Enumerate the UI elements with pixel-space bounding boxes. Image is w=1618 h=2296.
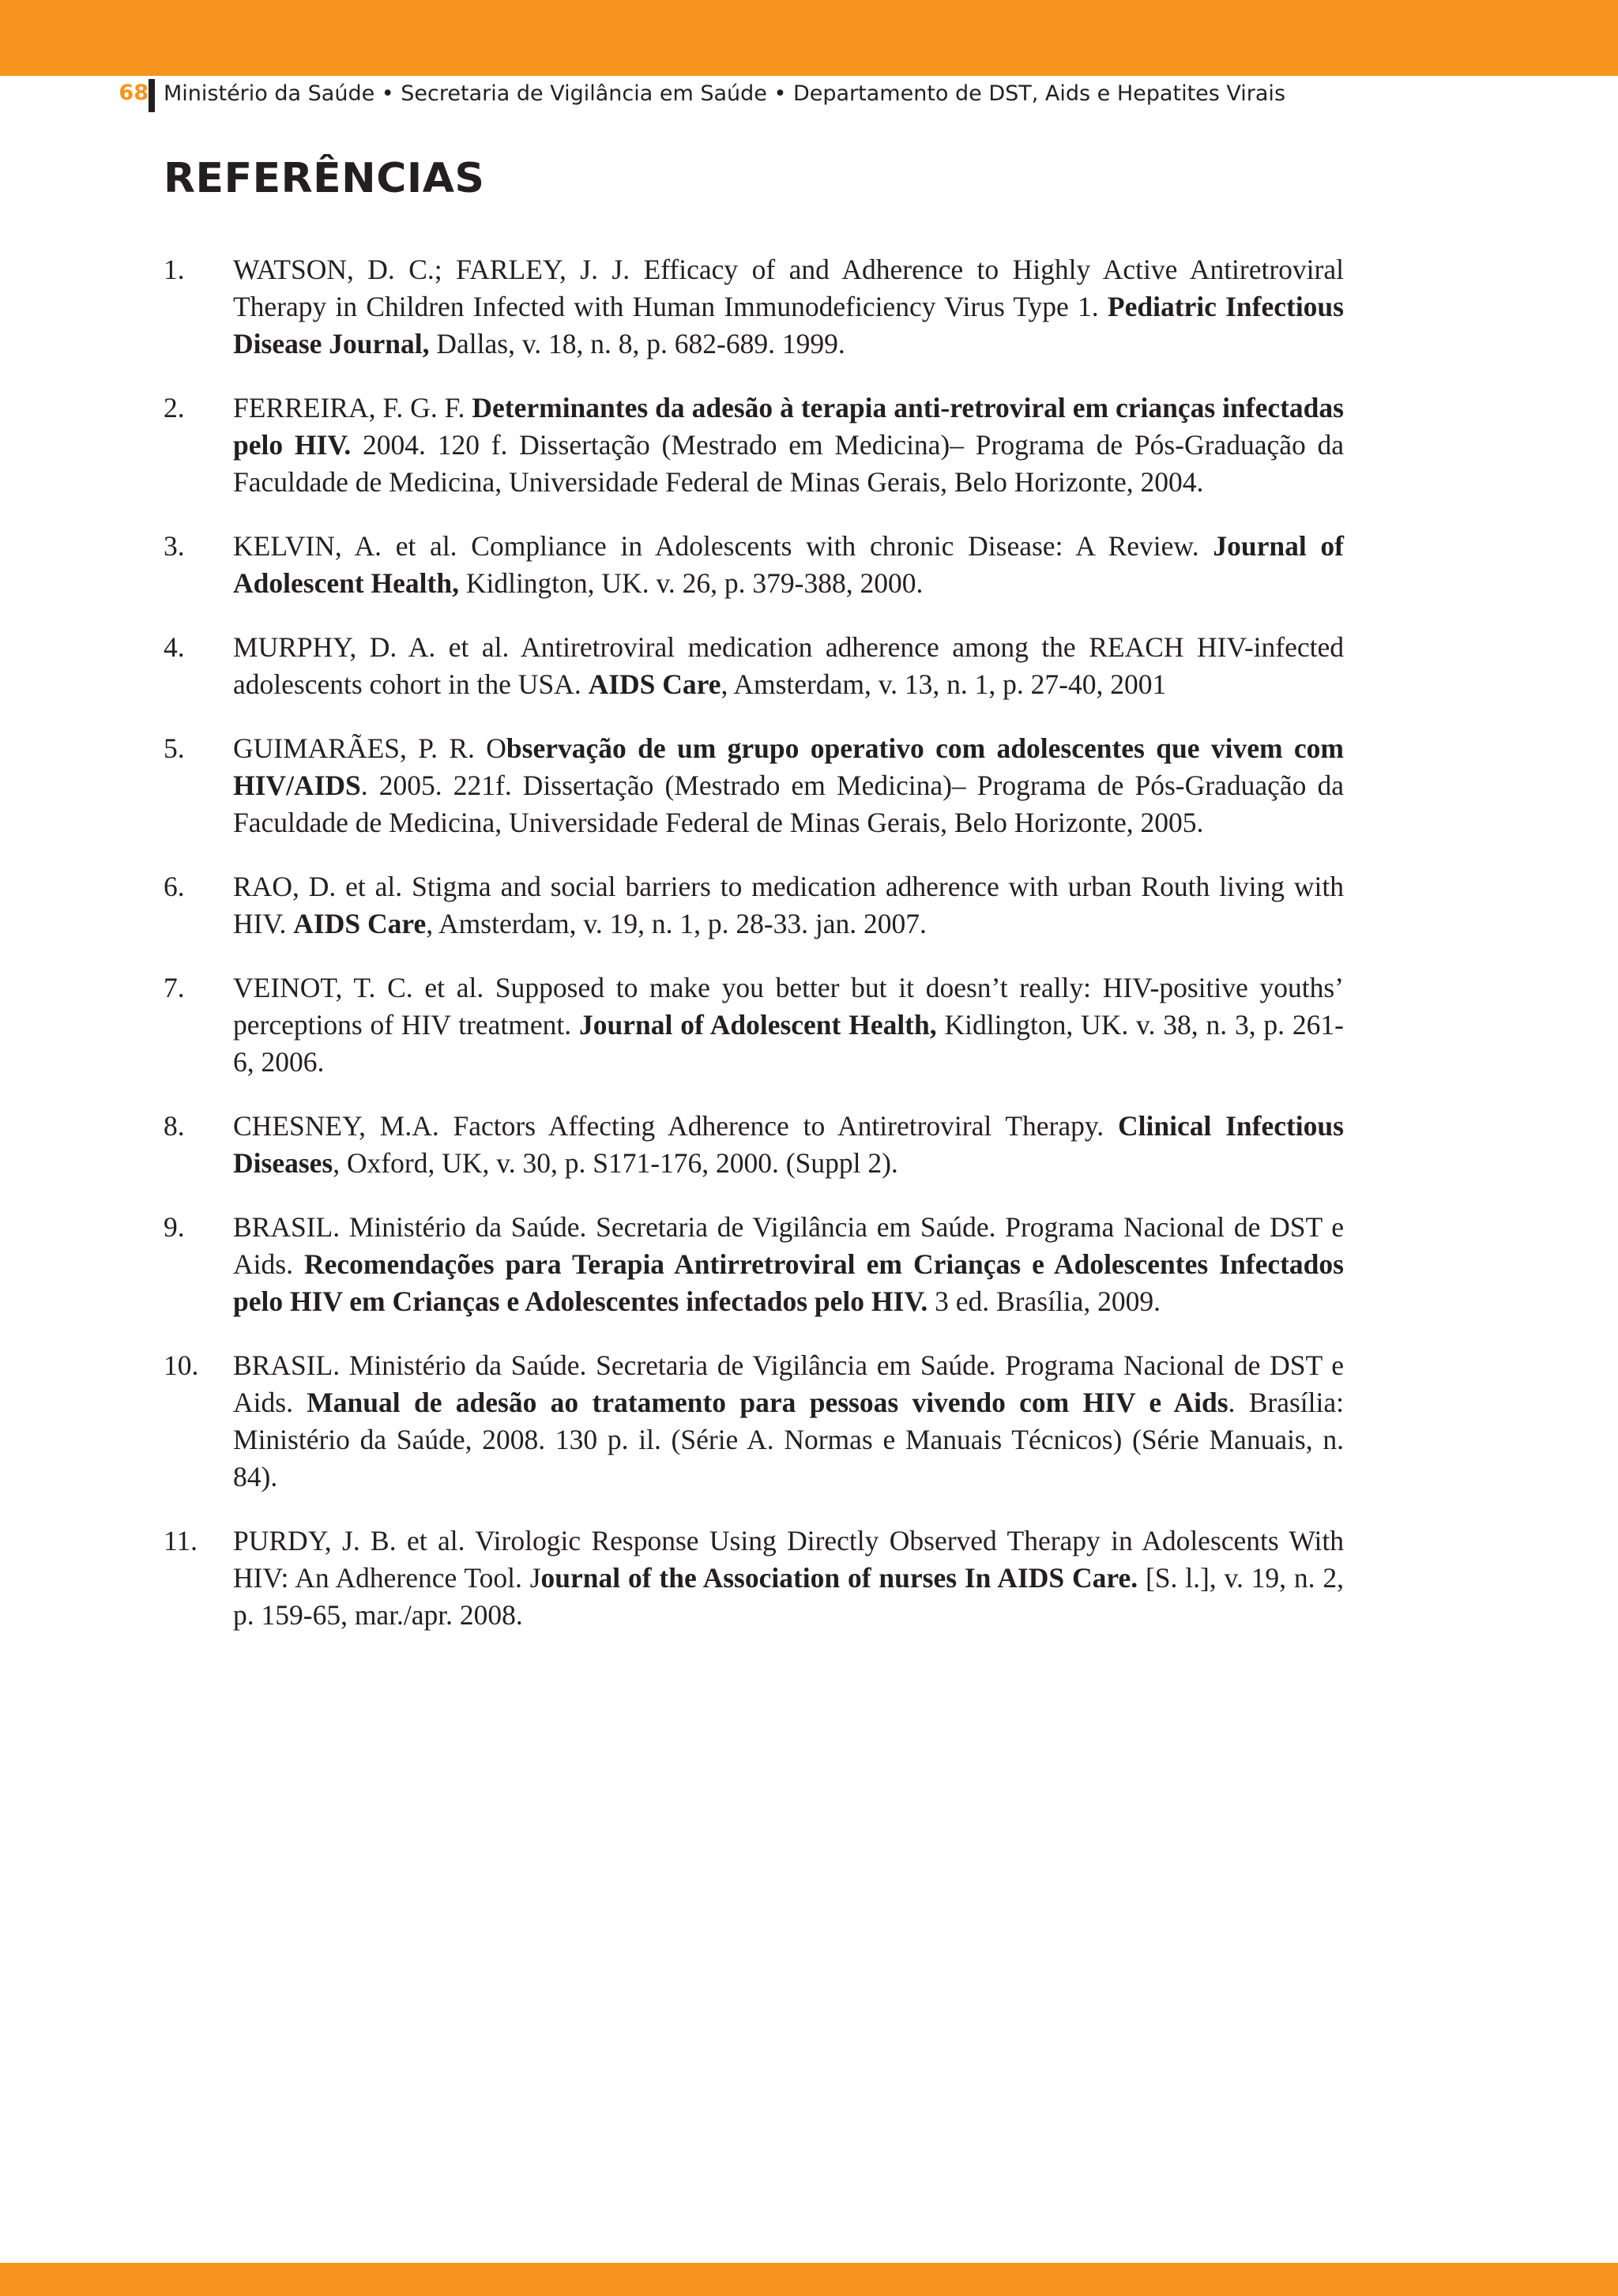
reference-text-run: VEINOT, T. C. et al. Supposed to make you better but it doesn’t really: HIV-positive youths’ perceptions of HIV treatment. xyxy=(233,972,1344,1041)
reference-text-run: RAO, D. et al. Stigma and social barriers to medication adherence with urban Routh living with HIV. xyxy=(233,871,1344,939)
reference-text-run: [S. l.], v. 19, n. 2, p. 159-65, mar./apr. 2008. xyxy=(233,1562,1344,1631)
reference-text xyxy=(233,1525,1344,1631)
reference-number: 2. xyxy=(164,392,185,423)
reference-text-run: , Amsterdam, v. 13, n. 1, p. 27-40, 2001 xyxy=(721,668,1167,700)
reference-number: 8. xyxy=(164,1110,185,1142)
reference-title-bold: bservação de um grupo operativo com adolescentes que vivem com HIV/AIDS xyxy=(233,732,1344,801)
reference-item xyxy=(164,969,1344,1081)
reference-list xyxy=(164,251,1344,1661)
reference-text-run: MURPHY, D. A. et al. Antiretroviral medication adherence among the REACH HIV-infected adolescents cohort in the USA. xyxy=(233,631,1344,700)
reference-text-run: 2004. 120 f. Dissertação (Mestrado em Medicina)– Programa de Pós-Graduação da Faculdade de Medicina, Universidade Federal de Minas Gerais, Belo Horizonte, 2004. xyxy=(233,429,1344,498)
reference-title-bold: AIDS Care xyxy=(293,908,427,939)
reference-text-run: . Brasília: Ministério da Saúde, 2008. 130 p. il. (Série A. Normas e Manuais Técnicos) (Série Manuais, n. 84). xyxy=(233,1387,1344,1492)
reference-text xyxy=(233,631,1344,700)
reference-text xyxy=(233,732,1344,838)
bottom-color-bar xyxy=(0,2263,1618,2296)
running-title: Ministério da Saúde • Secretaria de Vigilância em Saúde • Departamento de DST, Aids e Hepatites Virais xyxy=(164,81,1286,106)
top-color-bar xyxy=(0,0,1618,76)
reference-number: 1. xyxy=(164,254,185,285)
reference-title-bold: Journal of Adolescent Health, xyxy=(233,530,1344,599)
page-number: 68 xyxy=(119,81,149,105)
reference-item xyxy=(164,390,1344,501)
reference-text-run: BRASIL. Ministério da Saúde. Secretaria de Vigilância em Saúde. Programa Nacional de DST e Aids. xyxy=(233,1211,1344,1280)
reference-text-run: , Oxford, UK, v. 30, p. S171-176, 2000. (Suppl 2). xyxy=(333,1147,898,1179)
reference-text-run: Dallas, v. 18, n. 8, p. 682-689. 1999. xyxy=(429,328,845,359)
reference-title-bold: Determinantes da adesão à terapia anti-retroviral em crianças infectadas pelo HIV. xyxy=(233,392,1344,461)
reference-text-run: BRASIL. Ministério da Saúde. Secretaria de Vigilância em Saúde. Programa Nacional de DST e Aids. xyxy=(233,1349,1344,1418)
reference-title-bold: Journal of Adolescent Health, xyxy=(579,1009,937,1041)
reference-text xyxy=(233,1211,1344,1317)
reference-text xyxy=(233,254,1344,359)
reference-number: 5. xyxy=(164,732,185,764)
reference-item xyxy=(164,1523,1344,1634)
reference-item xyxy=(164,868,1344,943)
reference-text-run: FERREIRA, F. G. F. xyxy=(233,392,472,423)
reference-item xyxy=(164,1347,1344,1496)
reference-text-run: GUIMARÃES, P. R. O xyxy=(233,732,506,764)
reference-text-run: PURDY, J. B. et al. Virologic Response Using Directly Observed Therapy in Adolescents With HIV: An Adherence Tool. J xyxy=(233,1525,1344,1594)
reference-item xyxy=(164,1209,1344,1320)
reference-title-bold: ournal of the Association of nurses In AIDS Care. xyxy=(540,1562,1138,1594)
reference-title-bold: Pediatric Infectious Disease Journal, xyxy=(233,291,1344,359)
reference-text-run: . 2005. 221f. Dissertação (Mestrado em Medicina)– Programa de Pós-Graduação da Faculdade de Medicina, Universidade Federal de Minas Gerais, Belo Horizonte, 2005. xyxy=(233,770,1344,838)
reference-text xyxy=(233,1110,1344,1179)
header-divider xyxy=(149,79,155,112)
reference-text-run: Kidlington, UK. v. 26, p. 379-388, 2000. xyxy=(458,567,924,599)
reference-number: 9. xyxy=(164,1211,185,1243)
page-title: REFERÊNCIAS xyxy=(164,155,485,202)
reference-text-run: , Amsterdam, v. 19, n. 1, p. 28-33. jan. 2007. xyxy=(426,908,927,939)
reference-number: 3. xyxy=(164,530,185,562)
reference-text-run: WATSON, D. C.; FARLEY, J. J. Efficacy of and Adherence to Highly Active Antiretroviral Therapy in Children Infected with Human Immunodeficiency Virus Type 1. xyxy=(233,254,1344,322)
reference-text xyxy=(233,1349,1344,1492)
reference-title-bold: AIDS Care xyxy=(588,668,721,700)
reference-text-run: KELVIN, A. et al. Compliance in Adolescents with chronic Disease: A Review. xyxy=(233,530,1214,562)
reference-text xyxy=(233,530,1344,599)
reference-title-bold: Recomendações para Terapia Antirretroviral em Crianças e Adolescentes Infectados pelo HIV em Crianças e Adolescentes infectados pelo HIV. xyxy=(233,1248,1344,1317)
reference-title-bold: Manual de adesão ao tratamento para pessoas vivendo com HIV e Aids xyxy=(307,1387,1229,1418)
reference-item xyxy=(164,528,1344,602)
reference-text-run: Kidlington, UK. v. 38, n. 3, p. 261-6, 2006. xyxy=(233,1009,1344,1078)
reference-title-bold: Clinical Infectious Diseases xyxy=(233,1110,1344,1179)
running-header xyxy=(0,77,1618,115)
reference-text-run: CHESNEY, M.A. Factors Affecting Adherence to Antiretroviral Therapy. xyxy=(233,1110,1118,1142)
reference-number: 6. xyxy=(164,871,185,902)
reference-item xyxy=(164,1108,1344,1182)
reference-item xyxy=(164,629,1344,703)
reference-number: 4. xyxy=(164,631,185,663)
reference-item xyxy=(164,730,1344,841)
reference-text xyxy=(233,871,1344,939)
reference-text xyxy=(233,392,1344,498)
reference-text xyxy=(233,972,1344,1078)
reference-number: 11. xyxy=(164,1525,198,1556)
reference-text-run: 3 ed. Brasília, 2009. xyxy=(928,1285,1161,1317)
reference-item xyxy=(164,251,1344,363)
reference-number: 7. xyxy=(164,972,185,1003)
reference-number: 10. xyxy=(164,1349,199,1381)
